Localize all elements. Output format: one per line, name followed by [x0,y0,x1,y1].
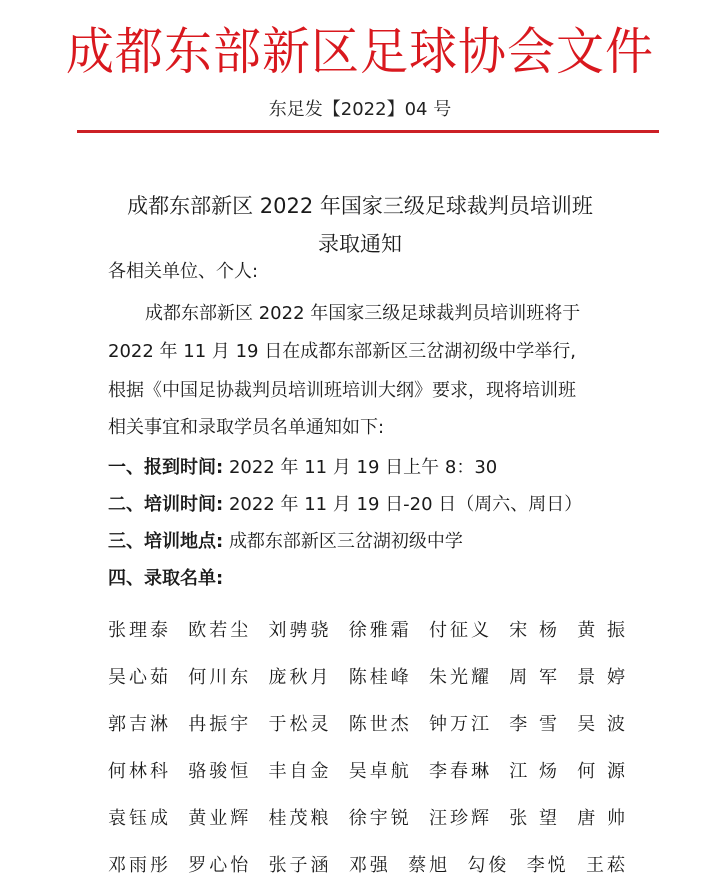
student-name: 邓强 [348,855,391,876]
student-name: 张 望 [509,808,560,829]
student-name: 江 炀 [509,761,560,782]
student-name: 王菘 [585,855,628,876]
student-name: 吴卓航 [348,761,412,782]
student-name: 邓雨彤 [108,855,171,876]
document-number: 东足发【2022】04 号 [268,99,452,120]
name-row [108,606,628,652]
body-line: 相关事宜和录取学员名单通知如下: [108,417,385,438]
item-training-time [108,492,582,518]
student-name: 李悦 [526,855,569,876]
student-name: 骆骏恒 [188,761,252,782]
student-name: 徐雅霜 [348,620,412,641]
student-name: 袁钰成 [108,808,171,829]
name-row [108,841,628,887]
student-name: 欧若尘 [188,620,252,641]
salutation: 各相关单位、个人: [108,261,259,282]
student-name: 郭吉淋 [108,714,171,735]
student-name: 李 雪 [509,714,560,735]
student-name: 张理泰 [108,620,171,641]
student-name: 何林科 [108,761,171,782]
student-name: 钟万江 [429,714,492,735]
student-name: 蔡旭 [408,855,451,876]
body-line: 根据《中国足协裁判员培训班培训大纲》要求，现将培训班 [108,380,576,401]
student-name: 景 婷 [577,667,628,688]
document-org-title: 成都东部新区足球协会文件 [65,22,654,82]
item-registration-time [108,455,497,481]
student-name: 唐 帅 [577,808,628,829]
body-line: 2022 年 11 月 19 日在成都东部新区三岔湖初级中学举行, [108,341,576,362]
body-line: 成都东部新区 2022 年国家三级足球裁判员培训班将于 [145,303,581,324]
name-row [108,700,628,746]
item-value: 成都东部新区三岔湖初级中学 [228,531,463,552]
student-name: 吴 波 [577,714,628,735]
student-name: 张子涵 [268,855,332,876]
student-name: 陈世杰 [348,714,412,735]
student-name: 庞秋月 [268,667,332,688]
student-name: 朱光耀 [429,667,492,688]
item-value: 2022 年 11 月 19 日-20 日（周六、周日） [228,494,583,515]
item-admitted-list [108,566,223,592]
name-row [108,794,628,840]
notice-title-line2: 录取通知 [318,232,402,256]
item-value: 2022 年 11 月 19 日上午 8：30 [228,457,498,478]
item-label: 二、培训时间: [108,494,224,515]
student-name: 陈桂峰 [348,667,412,688]
student-name: 勾俊 [467,855,510,876]
notice-title-line1: 成都东部新区 2022 年国家三级足球裁判员培训班 [127,194,593,218]
item-label: 一、报到时间: [108,457,224,478]
student-name: 冉振宇 [188,714,252,735]
student-name: 黄 振 [577,620,628,641]
student-name: 何 源 [577,761,628,782]
student-name: 何川东 [188,667,252,688]
item-training-location [108,529,463,555]
student-name: 桂茂粮 [268,808,332,829]
student-name: 李春琳 [429,761,492,782]
student-name: 周 军 [509,667,560,688]
student-name: 丰自金 [268,761,332,782]
name-row [108,747,628,793]
student-name: 付征义 [429,620,492,641]
student-name: 黄业辉 [188,808,252,829]
student-name: 宋 杨 [509,620,560,641]
student-name: 吴心茹 [108,667,171,688]
student-name: 徐宇锐 [348,808,412,829]
student-name: 罗心怡 [188,855,252,876]
name-row [108,653,628,699]
item-label: 三、培训地点: [108,531,224,552]
admitted-names-grid [108,606,628,888]
student-name: 刘骋骁 [268,620,332,641]
student-name: 汪珍辉 [429,808,492,829]
red-divider [77,130,659,133]
student-name: 于松灵 [268,714,332,735]
item-label: 四、录取名单: [108,568,224,589]
